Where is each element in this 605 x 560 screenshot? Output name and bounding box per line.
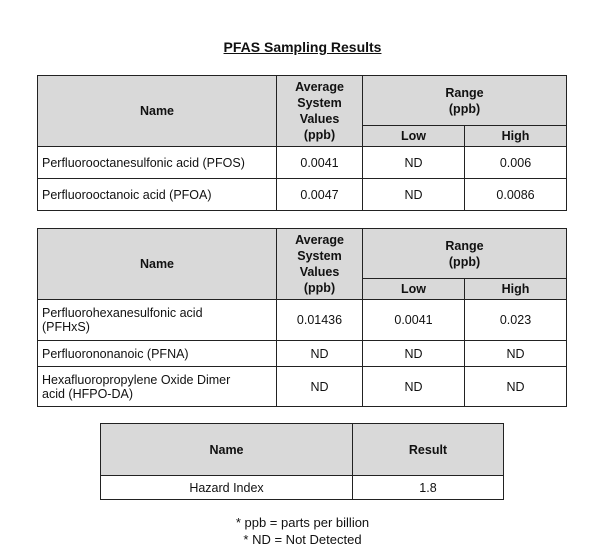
range-high-value: ND [465,341,567,367]
high-header: High [465,279,567,300]
table-row [38,147,567,179]
average-value: ND [277,367,363,407]
result-header: Result [353,424,504,476]
high-header: High [465,126,567,147]
footnote-nd: * ND = Not Detected [243,532,362,547]
average-header: Average System Values (ppb) [277,229,363,300]
table-row [38,367,567,407]
range-low-value: ND [363,179,465,211]
range-low-value: ND [363,147,465,179]
hazard-index-table [100,423,504,500]
compound-name: Hexafluoropropylene Oxide Dimer acid (HFPO-DA) [38,367,277,407]
pfas-table-2 [37,228,567,407]
hazard-index-value: 1.8 [353,476,504,500]
table-row [101,476,504,500]
range-high-value: 0.0086 [465,179,567,211]
average-value: 0.0041 [277,147,363,179]
average-header: Average System Values (ppb) [277,76,363,147]
low-header: Low [363,126,465,147]
range-high-value: 0.006 [465,147,567,179]
compound-name: Perfluorooctanoic acid (PFOA) [38,179,277,211]
average-value: 0.01436 [277,300,363,341]
range-low-value: ND [363,341,465,367]
table-row [38,341,567,367]
hazard-index-label: Hazard Index [101,476,353,500]
name-header: Name [38,76,277,147]
range-high-value: ND [465,367,567,407]
name-header: Name [38,229,277,300]
pfas-table-1 [37,75,567,211]
footnotes [0,514,605,548]
compound-name: Perfluorooctanesulfonic acid (PFOS) [38,147,277,179]
low-header: Low [363,279,465,300]
range-header: Range (ppb) [363,229,567,279]
average-value: 0.0047 [277,179,363,211]
range-low-value: 0.0041 [363,300,465,341]
range-header: Range (ppb) [363,76,567,126]
compound-name: Perfluorohexanesulfonic acid (PFHxS) [38,300,277,341]
compound-name: Perfluorononanoic (PFNA) [38,341,277,367]
name-header: Name [101,424,353,476]
average-value: ND [277,341,363,367]
range-low-value: ND [363,367,465,407]
table-row [38,300,567,341]
table-row [38,179,567,211]
footnote-ppb: * ppb = parts per billion [235,515,370,530]
page-title: PFAS Sampling Results [223,39,382,55]
range-high-value: 0.023 [465,300,567,341]
